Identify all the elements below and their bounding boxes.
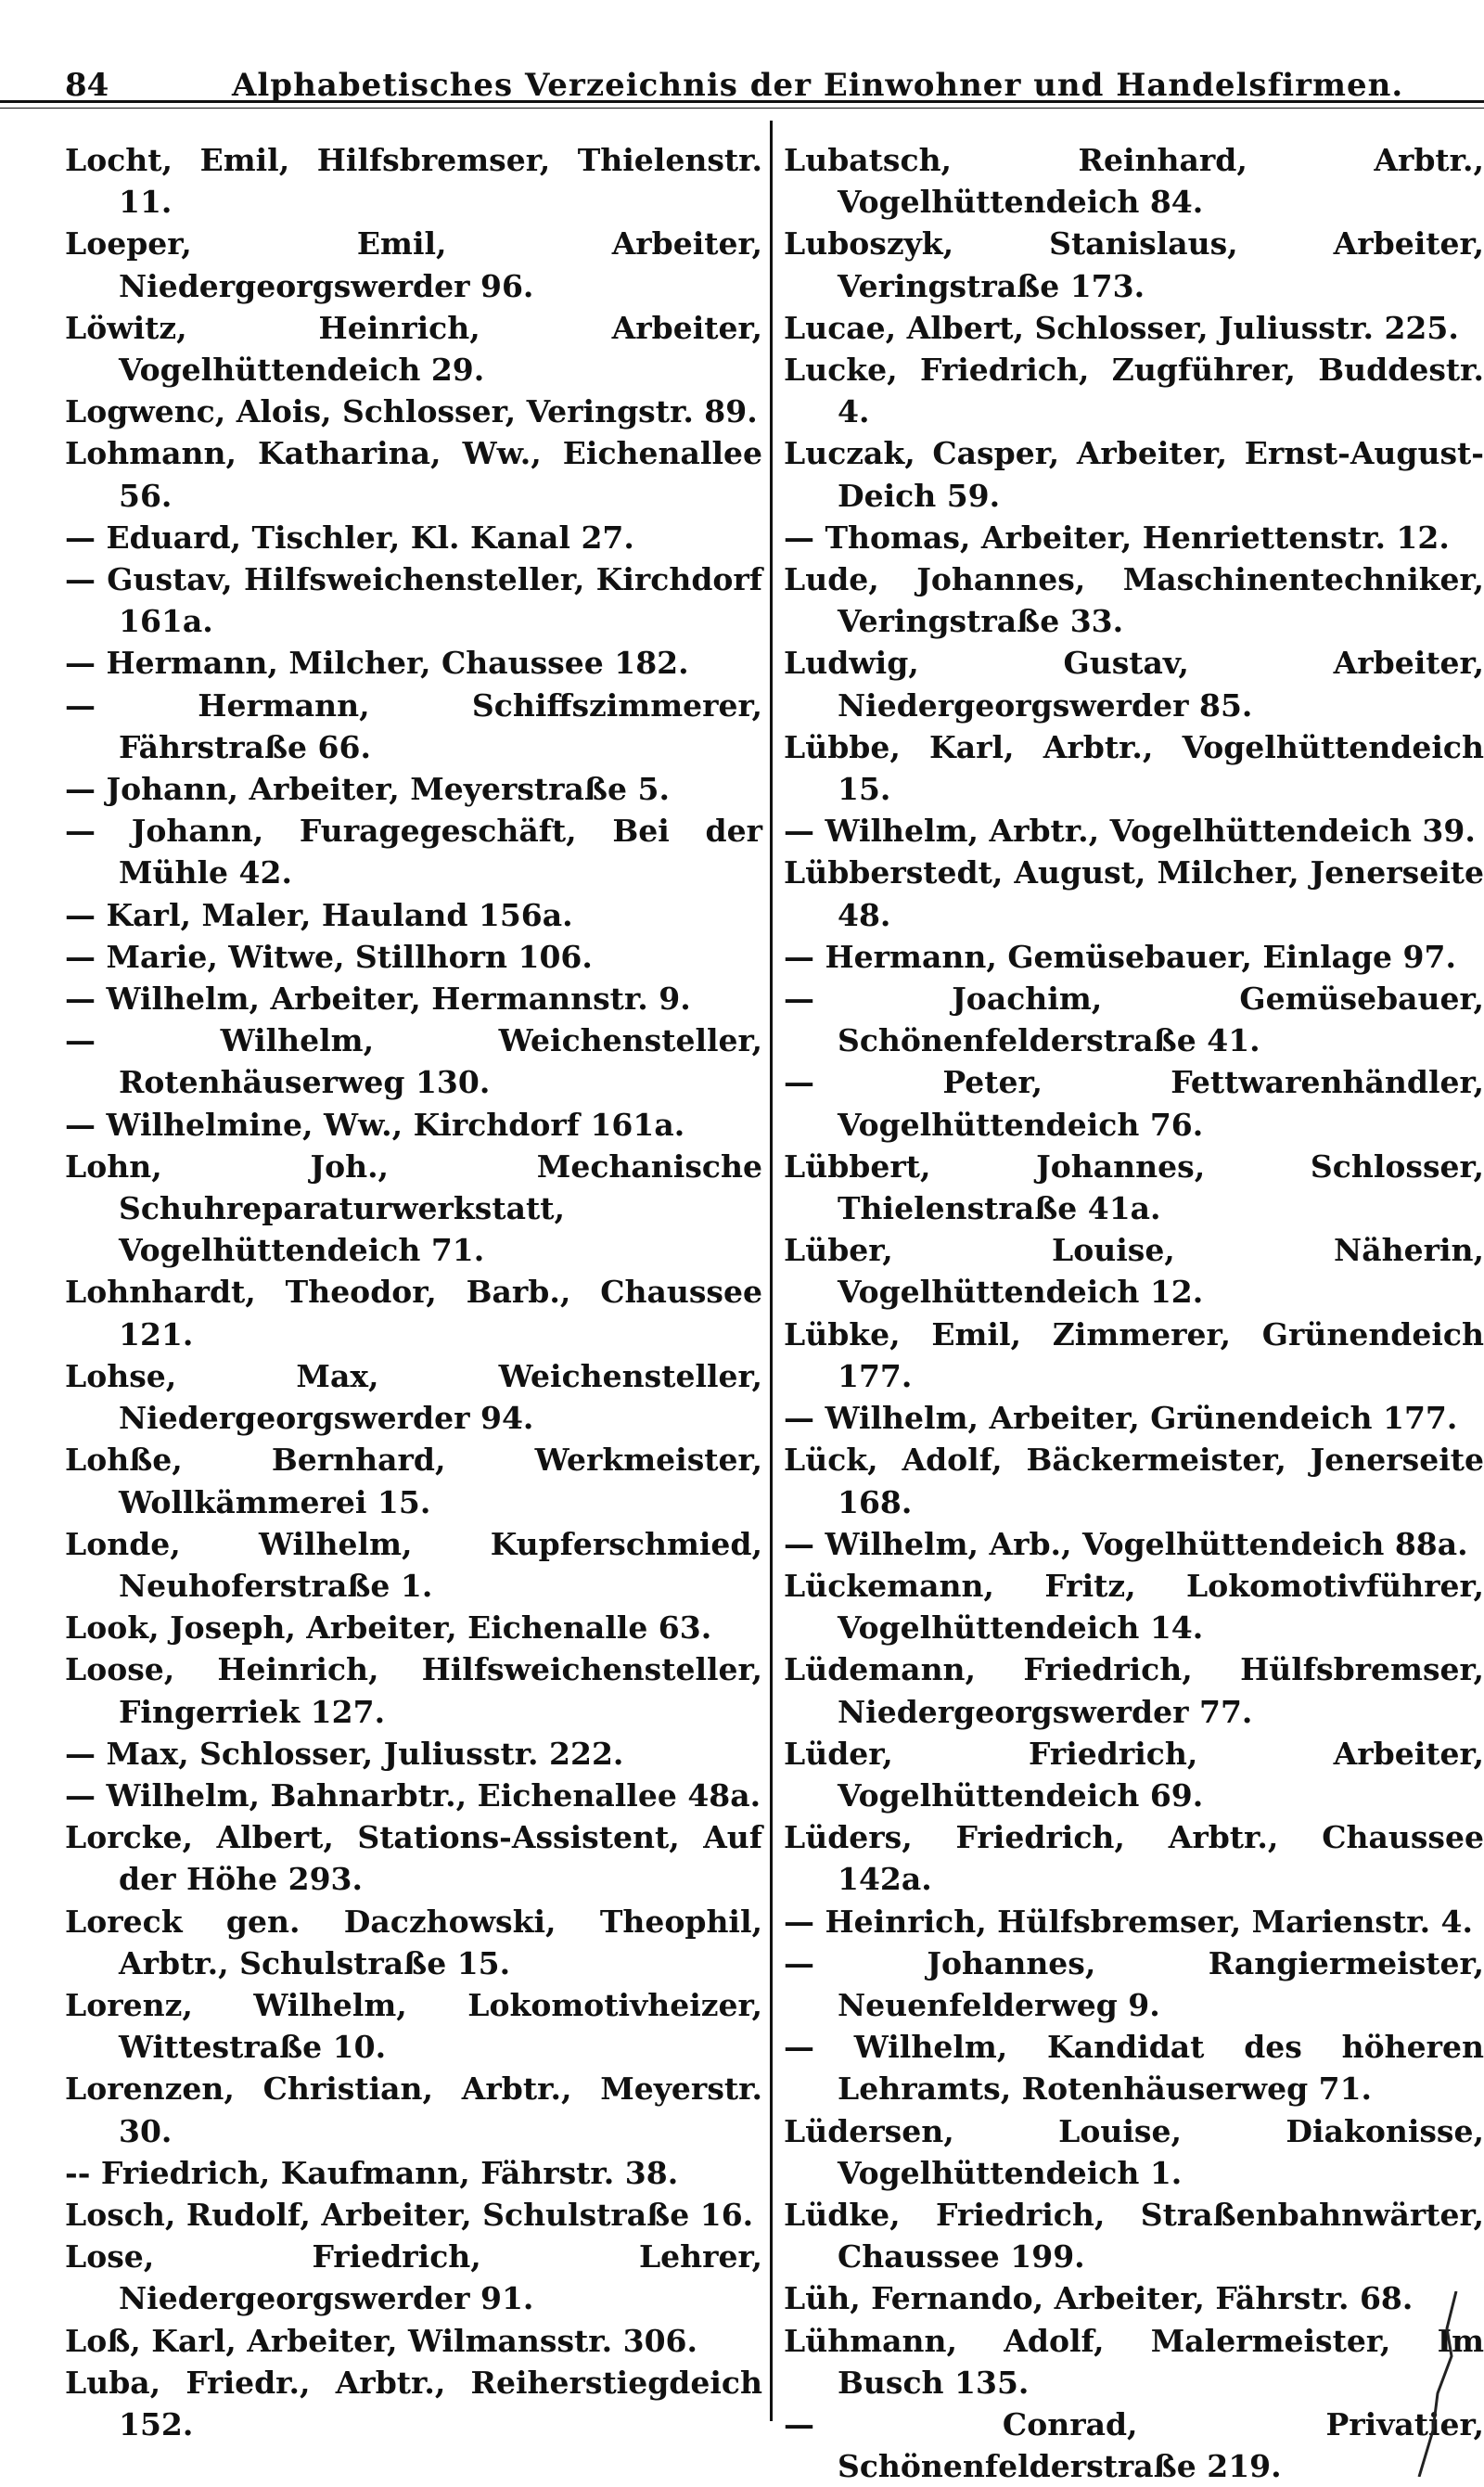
directory-entry: Loeper, Emil, Arbeiter, Niedergeorgswerder 96. (65, 225, 762, 304)
directory-entry: — Conrad, Privatier, Schönenfelderstraße 219. (784, 2405, 1484, 2485)
directory-entry: — Joachim, Gemüsebauer, Schönenfelderstraße 41. (784, 981, 1484, 1059)
directory-entry: — Hermann, Gemüsebauer, Einlage 97. (784, 938, 1456, 975)
directory-entry: Logwenc, Alois, Schlosser, Veringstr. 89. (65, 393, 758, 430)
directory-entry: Luba, Friedr., Arbtr., Reiherstiegdeich 152. (65, 2364, 762, 2442)
directory-entry: — Hermann, Schiffszimmerer, Fährstraße 66. (65, 686, 762, 765)
directory-entry: Luczak, Casper, Arbeiter, Ernst-August-Deich 59. (784, 435, 1484, 514)
directory-entry: Loß, Karl, Arbeiter, Wilmansstr. 306. (65, 2322, 697, 2359)
directory-entry: Lohn, Joh., Mechanische Schuhreparaturwerkstatt, Vogelhüttendeich 71. (65, 1147, 762, 1269)
directory-entry: Luboszyk, Stanislaus, Arbeiter, Veringstraße 173. (784, 225, 1484, 304)
directory-entry: Lübke, Emil, Zimmerer, Grünendeich 177. (784, 1315, 1484, 1394)
directory-entry: Lorcke, Albert, Stations-Assistent, Auf der Höhe 293. (65, 1819, 762, 1898)
directory-entry: — Wilhelm, Kandidat des höheren Lehramts, Rotenhäuserweg 71. (784, 2029, 1484, 2108)
directory-entry: Lühmann, Adolf, Malermeister, Im Busch 135. (784, 2322, 1484, 2401)
directory-entry: — Wilhelm, Arbeiter, Hermannstr. 9. (65, 981, 691, 1018)
directory-entry: Lohße, Bernhard, Werkmeister, Wollkämmerei 15. (65, 1442, 762, 1520)
directory-entry: Lüdersen, Louise, Diakonisse, Vogelhüttendeich 1. (784, 2112, 1484, 2191)
directory-entry: — Wilhelm, Arbtr., Vogelhüttendeich 39. (784, 813, 1476, 850)
left-column (65, 139, 762, 2445)
directory-entry: Lübbert, Johannes, Schlosser, Thielenstraße 41a. (784, 1147, 1484, 1227)
directory-entry: — Max, Schlosser, Juliusstr. 222. (65, 1735, 624, 1772)
directory-entry: Lose, Friedrich, Lehrer, Niedergeorgswerder 91. (65, 2238, 762, 2317)
directory-entry: — Johannes, Rangiermeister, Neuenfelderweg 9. (784, 1944, 1484, 2023)
directory-entry: Löwitz, Heinrich, Arbeiter, Vogelhüttendeich 29. (65, 309, 762, 389)
directory-entry: — Karl, Maler, Hauland 156a. (65, 896, 573, 933)
directory-entry: Lüdke, Friedrich, Straßenbahnwärter, Chaussee 199. (784, 2196, 1484, 2275)
paper-crack-mark (1410, 2291, 1465, 2477)
directory-entry: Ludwig, Gustav, Arbeiter, Niedergeorgswerder 85. (784, 645, 1484, 724)
directory-entry: — Wilhelmine, Ww., Kirchdorf 161a. (65, 1106, 685, 1143)
directory-columns (65, 121, 1484, 2485)
directory-entry: — Eduard, Tischler, Kl. Kanal 27. (65, 519, 634, 556)
directory-entry: Lüh, Fernando, Arbeiter, Fährstr. 68. (784, 2280, 1414, 2317)
directory-entry: Lude, Johannes, Maschinentechniker, Veringstraße 33. (784, 561, 1484, 640)
directory-entry: -- Friedrich, Kaufmann, Fährstr. 38. (65, 2154, 679, 2191)
directory-entry: Lubatsch, Reinhard, Arbtr., Vogelhüttendeich 84. (784, 142, 1484, 221)
directory-entry: Lüders, Friedrich, Arbtr., Chaussee 142a. (784, 1819, 1484, 1898)
directory-entry: Lübbe, Karl, Arbtr., Vogelhüttendeich 15. (784, 728, 1484, 808)
directory-entry: Lorenzen, Christian, Arbtr., Meyerstr. 30. (65, 2070, 762, 2149)
directory-entry: Lucke, Friedrich, Zugführer, Buddestr. 4. (784, 352, 1484, 430)
directory-entry: Lucae, Albert, Schlosser, Juliusstr. 225. (784, 309, 1459, 346)
directory-entry: Losch, Rudolf, Arbeiter, Schulstraße 16. (65, 2196, 754, 2233)
page-number: 84 (65, 67, 109, 104)
directory-entry: Lückemann, Fritz, Lokomotivführer, Vogelhüttendeich 14. (784, 1567, 1484, 1647)
directory-entry: — Thomas, Arbeiter, Henriettenstr. 12. (784, 519, 1450, 556)
directory-entry: Lorenz, Wilhelm, Lokomotivheizer, Wittestraße 10. (65, 1986, 762, 2066)
directory-entry: — Gustav, Hilfsweichensteller, Kirchdorf 161a. (65, 561, 762, 640)
directory-entry: — Marie, Witwe, Stillhorn 106. (65, 938, 593, 975)
right-column (784, 139, 1484, 2487)
directory-entry: Locht, Emil, Hilfsbremser, Thielenstr. 11. (65, 142, 762, 221)
running-title: Alphabetisches Verzeichnis der Einwohner und Handelsfirmen. (232, 67, 1404, 104)
directory-entry: Lohmann, Katharina, Ww., Eichenallee 56. (65, 435, 762, 514)
directory-entry: — Johann, Furagegeschäft, Bei der Mühle 42. (65, 813, 762, 891)
header-rule-thin (0, 108, 1484, 109)
directory-entry: Lohnhardt, Theodor, Barb., Chaussee 121. (65, 1274, 762, 1352)
directory-entry: Lohse, Max, Weichensteller, Niedergeorgswerder 94. (65, 1357, 762, 1437)
directory-entry: Lüder, Friedrich, Arbeiter, Vogelhüttendeich 69. (784, 1735, 1484, 1814)
header-rule-thick (0, 100, 1484, 103)
directory-entry: Loose, Heinrich, Hilfsweichensteller, Fingerriek 127. (65, 1651, 762, 1730)
directory-entry: — Wilhelm, Arbeiter, Grünendeich 177. (784, 1400, 1458, 1437)
directory-entry: Lüber, Louise, Näherin, Vogelhüttendeich 12. (784, 1232, 1484, 1311)
directory-entry: — Hermann, Milcher, Chaussee 182. (65, 645, 689, 682)
directory-entry: — Wilhelm, Arb., Vogelhüttendeich 88a. (784, 1525, 1468, 1562)
page-header (65, 67, 1447, 113)
directory-entry: — Wilhelm, Weichensteller, Rotenhäuserweg 130. (65, 1022, 762, 1101)
directory-entry: Loreck gen. Daczhowski, Theophil, Arbtr., Schulstraße 15. (65, 1903, 762, 1981)
column-divider (770, 121, 773, 2421)
directory-entry: Lück, Adolf, Bäckermeister, Jenerseite 168. (784, 1442, 1484, 1520)
directory-entry: — Wilhelm, Bahnarbtr., Eichenallee 48a. (65, 1776, 761, 1814)
directory-entry: — Johann, Arbeiter, Meyerstraße 5. (65, 771, 670, 808)
directory-entry: Londe, Wilhelm, Kupferschmied, Neuhoferstraße 1. (65, 1525, 762, 1604)
directory-entry: — Peter, Fettwarenhändler, Vogelhüttendeich 76. (784, 1064, 1484, 1143)
directory-entry: Lüdemann, Friedrich, Hülfsbremser, Niedergeorgswerder 77. (784, 1651, 1484, 1730)
directory-entry: — Heinrich, Hülfsbremser, Marienstr. 4. (784, 1903, 1473, 1940)
directory-entry: Look, Joseph, Arbeiter, Eichenalle 63. (65, 1609, 712, 1647)
directory-entry: Lübberstedt, August, Milcher, Jenerseite 48. (784, 854, 1484, 933)
